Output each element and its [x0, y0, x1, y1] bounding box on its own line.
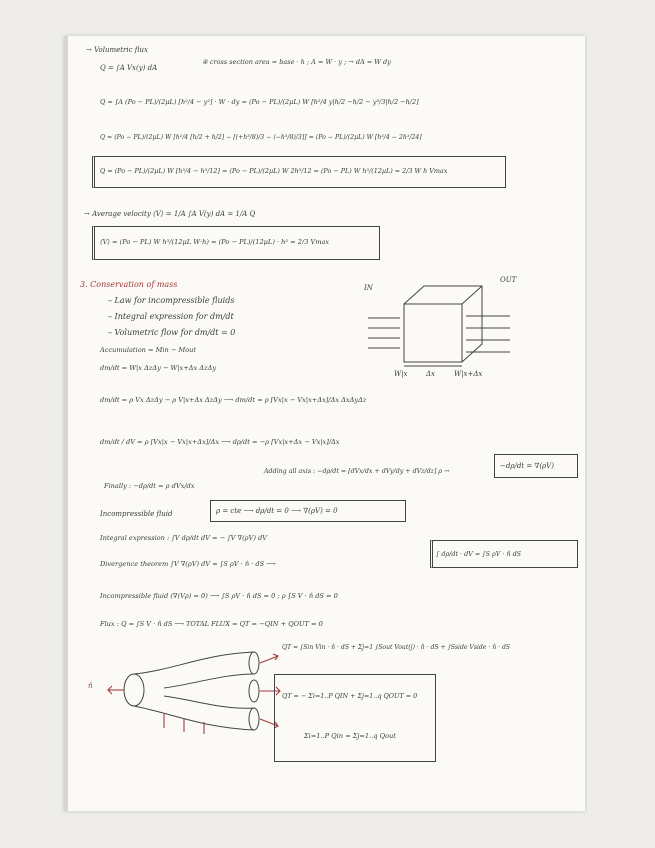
flux-total: Flux : Q = ∫S V · n̂ dS ⟶ TOTAL FLUX = QT = −QIN + QOUT = 0	[100, 620, 323, 628]
mass-eq-3: dm/dt / dV = ρ [Vx|x − Vx|x+Δx]/Δx ⟶ dρ/dt = −ρ [Vx|x+Δx − Vx|x]/Δx	[100, 438, 340, 446]
mass-bullet-3: – Volumetric flow for dm/dt = 0	[108, 328, 236, 337]
qt-expansion: QT = ∫Sin Vin · n̂ · dS + Σj=1 ∫Sout Vout(j) · n̂ · dS + ∫Sside Vside · n̂ · dS	[282, 644, 511, 651]
mass-bullet-2: – Integral expression for dm/dt	[108, 312, 234, 321]
velocity-header: → Average velocity ⟨V⟩ = 1/A ∫A V(y) dA = 1/A Q	[84, 210, 256, 218]
qt-box-line-1: QT = − Σi=1..P QIN + Σj=1..q QOUT = 0	[282, 692, 418, 700]
mass-eq-4-left: Finally : −dρ/dt = ρ dVx/dx	[104, 482, 195, 490]
control-volume-diagram	[354, 276, 524, 376]
diagram-out-label: OUT	[500, 276, 517, 284]
flux-line-3: Q = (Po − PL)/(2μL) W [h²/4 [h/2 + h/2] − [(+h³/8)/3 − (−h³/8)/3]] = (Po − PL)/(2μL) W [h³/4 − 2h³/24]	[100, 134, 422, 141]
mass-title-text: 3. Conservation of mass	[80, 280, 178, 289]
flux-boxed-equation: Q = (Po − PL)/(2μL) W [h³/4 − h³/12] = (Po − PL)/(2μL) W 2h³/12 = (Po − PL) W h³/(12μL) = 2/3 W h Vmax	[100, 167, 448, 175]
flux-note: ④ cross section area = base · h ; A = W · y ; → dA = W dy	[202, 58, 391, 66]
flux-header: → Volumetric flux	[86, 46, 148, 54]
incompressible-eq: ρ = cte ⟶ dρ/dt = 0 ⟶ ∇(ρV) = 0	[216, 507, 338, 515]
mass-eq-1: dm/dt = W|x ΔzΔy − W|x+Δx ΔzΔy	[100, 364, 217, 372]
flux-line-2: Q = ∫A (Po − PL)/(2μL) [h²/4 − y²] · W · dy = (Po − PL)/(2μL) W [h²/4 y|h/2 −h/2 − y³/3|h/2 −h/2]	[100, 98, 419, 106]
normal-vector-label: n̂	[88, 682, 93, 690]
diagram-label-wxdx: W|x+Δx	[454, 370, 483, 378]
incompressible-2: Incompressible fluid (∇(Vρ) = 0) ⟶ ∫S ρV · n̂ dS = 0 ; ρ ∫S V · n̂ dS = 0	[100, 592, 338, 600]
mass-bullet-1: – Law for incompressible fluids	[108, 296, 235, 305]
incompressible-label: Incompressible fluid	[100, 510, 173, 518]
mass-eq-4-mid: Adding all axis : −dρ/dt = [dVx/dx + dVy/dy + dVz/dz] ρ →	[264, 468, 450, 475]
mass-title	[80, 280, 177, 289]
diagram-label-dx: Δx	[426, 370, 436, 378]
accumulation-eq: Accumulation = Min − Mout	[100, 346, 197, 354]
qt-result-box	[274, 674, 436, 762]
notebook-page	[64, 36, 585, 811]
continuity-eq: −dρ/dt = ∇(ρV)	[500, 462, 554, 470]
branching-pipe-sketch	[104, 644, 284, 734]
velocity-boxed-equation: ⟨V⟩ = (Po − PL) W h³/(12μL W·h) = (Po − PL)/(12μL) · h² = 2/3 Vmax	[100, 238, 330, 246]
divergence-box-eq: ∫ dρ/dt · dV = ∫S ρV · n̂ dS	[436, 550, 522, 558]
page-edge	[64, 36, 68, 811]
flux-line-1: Q = ∫A Vx(y) dA	[100, 64, 158, 72]
divergence-theorem: Divergence theorem ∫V ∇(ρV) dV = ∫S ρV · n̂ · dS ⟶	[100, 560, 276, 568]
integral-expression: Integral expression : ∫V dρ/dt dV = − ∫V ∇(ρV) dV	[100, 534, 267, 542]
mass-eq-2: dm/dt = ρ Vx ΔzΔy − ρ V|x+Δx ΔzΔy ⟶ dm/dt = ρ [Vx|x − Vx|x+Δx]/Δx ΔxΔyΔz	[100, 396, 367, 404]
qt-box-line-2: Σi=1..P Qin = Σj=1..q Qout	[304, 732, 396, 740]
diagram-in-label: IN	[364, 284, 373, 292]
diagram-label-wx: W|x	[394, 370, 408, 378]
